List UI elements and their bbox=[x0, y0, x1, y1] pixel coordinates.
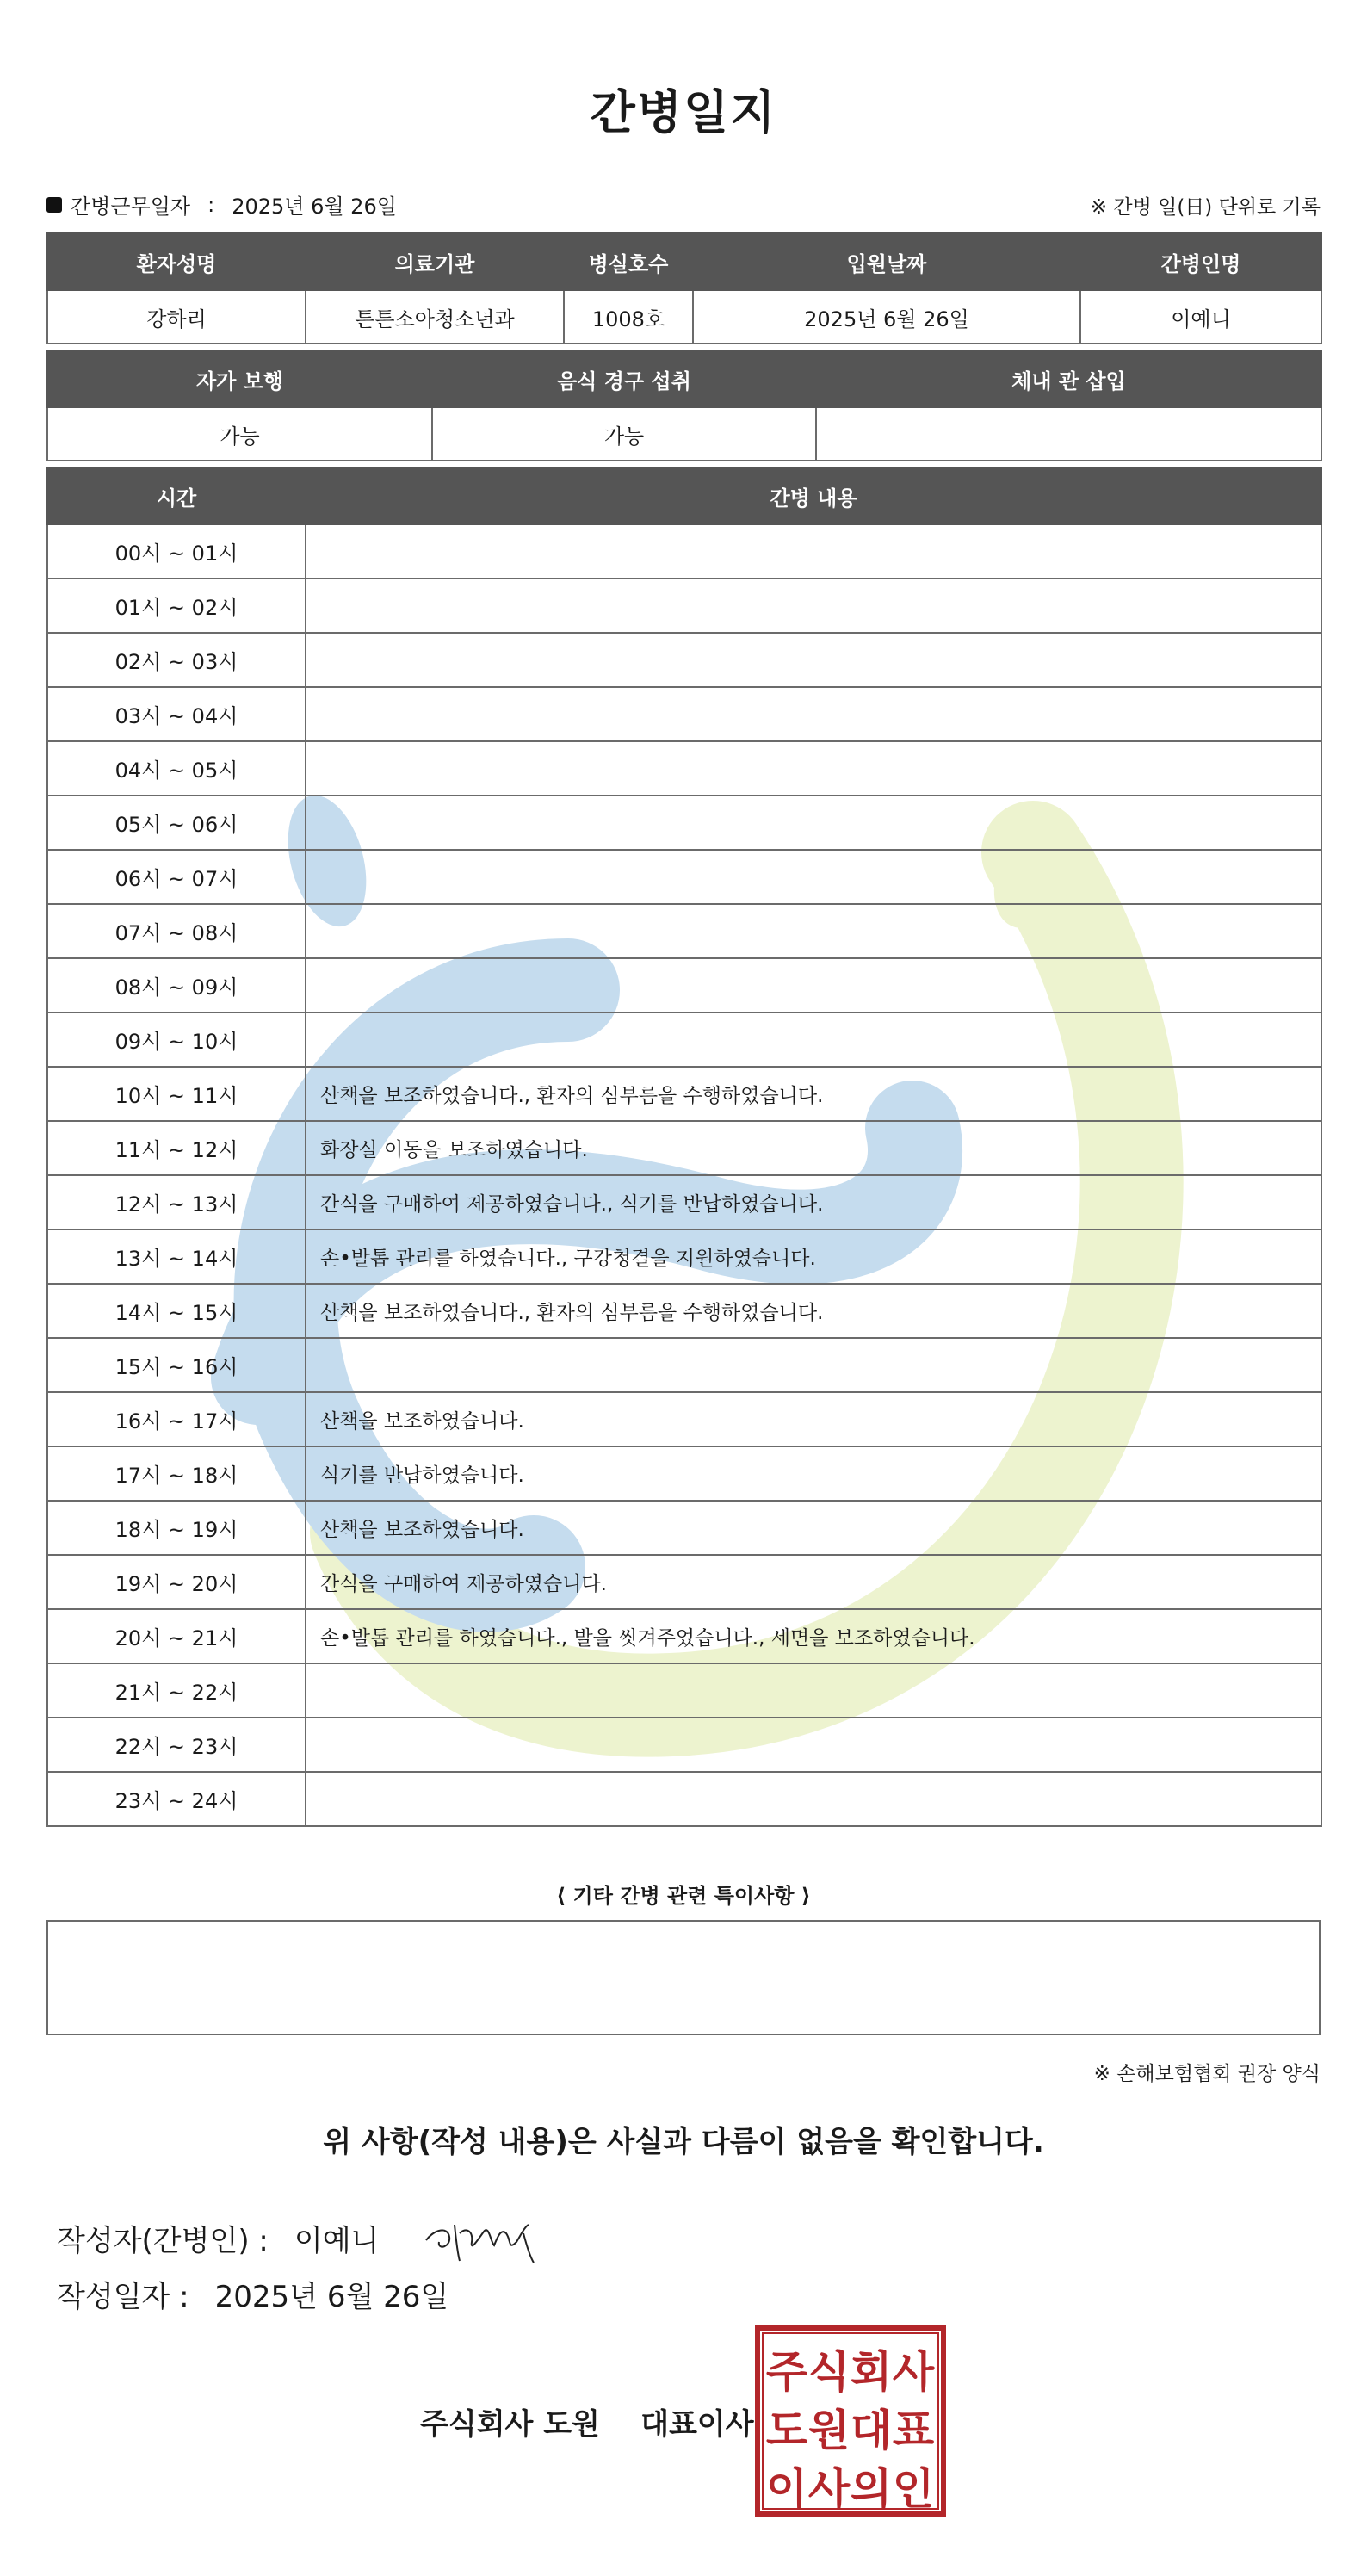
seal-character: 도 bbox=[765, 2406, 808, 2455]
writer-label: 작성자(간병인) : bbox=[57, 2223, 269, 2258]
time-slot: 06시 ~ 07시 bbox=[47, 850, 306, 904]
tube-insertion-value bbox=[816, 407, 1321, 461]
ability-value-row bbox=[47, 407, 1321, 461]
ability-header-row bbox=[47, 350, 1321, 407]
care-content: 손•발톱 관리를 하였습니다., 구강청결을 지원하였습니다. bbox=[306, 1229, 1321, 1284]
company-seal-stamp bbox=[754, 2325, 947, 2517]
written-date-value: 2025년 6월 26일 bbox=[214, 2280, 449, 2314]
schedule-row bbox=[47, 796, 1321, 850]
time-slot: 17시 ~ 18시 bbox=[47, 1446, 306, 1501]
time-slot: 00시 ~ 01시 bbox=[47, 524, 306, 579]
schedule-row bbox=[47, 1121, 1321, 1175]
oral-intake-value: 가능 bbox=[432, 407, 816, 461]
schedule-row bbox=[47, 904, 1321, 958]
header-admission-date: 입원날짜 bbox=[693, 233, 1080, 290]
time-slot: 19시 ~ 20시 bbox=[47, 1555, 306, 1609]
care-content bbox=[306, 904, 1321, 958]
time-slot: 12시 ~ 13시 bbox=[47, 1175, 306, 1229]
patient-ability-table bbox=[46, 350, 1322, 461]
schedule-row bbox=[47, 633, 1321, 687]
patient-header-row bbox=[47, 233, 1321, 290]
header-self-walking: 자가 보행 bbox=[47, 350, 432, 407]
time-slot: 07시 ~ 08시 bbox=[47, 904, 306, 958]
time-slot: 20시 ~ 21시 bbox=[47, 1609, 306, 1663]
work-date-label: 간병근무일자 bbox=[71, 195, 191, 219]
schedule-row bbox=[47, 1663, 1321, 1718]
schedule-row bbox=[47, 579, 1321, 633]
care-content bbox=[306, 579, 1321, 633]
unit-note: ※ 간병 일(日) 단위로 기록 bbox=[1090, 196, 1321, 219]
schedule-row bbox=[47, 1555, 1321, 1609]
time-slot: 23시 ~ 24시 bbox=[47, 1772, 306, 1826]
care-content: 산책을 보조하였습니다., 환자의 심부름을 수행하였습니다. bbox=[306, 1284, 1321, 1338]
company-representative: 주식회사 도원 대표이사 bbox=[420, 2407, 754, 2442]
care-content bbox=[306, 1012, 1321, 1067]
care-content: 산책을 보조하였습니다. bbox=[306, 1501, 1321, 1555]
care-schedule-table bbox=[46, 467, 1322, 1827]
header-oral-intake: 음식 경구 섭취 bbox=[432, 350, 816, 407]
schedule-row bbox=[47, 741, 1321, 796]
time-slot: 21시 ~ 22시 bbox=[47, 1663, 306, 1718]
time-slot: 16시 ~ 17시 bbox=[47, 1392, 306, 1446]
room-number: 1008호 bbox=[564, 290, 693, 344]
seal-character: 식 bbox=[807, 2347, 851, 2397]
time-slot: 02시 ~ 03시 bbox=[47, 633, 306, 687]
caregiver-name: 이예니 bbox=[1080, 290, 1321, 344]
time-slot: 01시 ~ 02시 bbox=[47, 579, 306, 633]
care-content bbox=[306, 633, 1321, 687]
care-content bbox=[306, 1338, 1321, 1392]
schedule-row bbox=[47, 1446, 1321, 1501]
care-content bbox=[306, 524, 1321, 579]
time-slot: 18시 ~ 19시 bbox=[47, 1501, 306, 1555]
schedule-row bbox=[47, 687, 1321, 741]
seal-character: 주 bbox=[765, 2347, 808, 2397]
schedule-row bbox=[47, 1175, 1321, 1229]
schedule-row bbox=[47, 1501, 1321, 1555]
patient-value-row bbox=[47, 290, 1321, 344]
care-content: 간식을 구매하여 제공하였습니다., 식기를 반납하였습니다. bbox=[306, 1175, 1321, 1229]
work-date-value: 2025년 6월 26일 bbox=[232, 195, 397, 219]
notes-box bbox=[46, 1920, 1321, 2035]
schedule-row bbox=[47, 1012, 1321, 1067]
writer-row bbox=[57, 2208, 560, 2268]
care-content bbox=[306, 1663, 1321, 1718]
written-date-row bbox=[57, 2273, 448, 2315]
self-walking-value: 가능 bbox=[47, 407, 432, 461]
time-slot: 05시 ~ 06시 bbox=[47, 796, 306, 850]
schedule-row bbox=[47, 1338, 1321, 1392]
work-date-separator: : bbox=[207, 192, 215, 217]
schedule-row bbox=[47, 958, 1321, 1012]
header-care-content: 간병 내용 bbox=[306, 468, 1321, 524]
header-caregiver-name: 간병인명 bbox=[1080, 233, 1321, 290]
schedule-row bbox=[47, 850, 1321, 904]
care-content: 간식을 구매하여 제공하였습니다. bbox=[306, 1555, 1321, 1609]
schedule-row bbox=[47, 1229, 1321, 1284]
time-slot: 11시 ~ 12시 bbox=[47, 1121, 306, 1175]
care-content bbox=[306, 796, 1321, 850]
patient-info-table bbox=[46, 232, 1322, 344]
care-content: 산책을 보조하였습니다. bbox=[306, 1392, 1321, 1446]
seal-character: 이 bbox=[765, 2464, 808, 2514]
header-room: 병실호수 bbox=[564, 233, 693, 290]
seal-character: 사 bbox=[807, 2464, 851, 2514]
header-time: 시간 bbox=[47, 468, 306, 524]
seal-character: 대 bbox=[850, 2406, 893, 2455]
schedule-body bbox=[47, 524, 1321, 1826]
confirmation-statement: 위 사항(작성 내용)은 사실과 다름이 없음을 확인합니다. bbox=[323, 2125, 1044, 2159]
schedule-row bbox=[47, 1772, 1321, 1826]
hospital-name: 튼튼소아청소년과 bbox=[306, 290, 564, 344]
time-slot: 13시 ~ 14시 bbox=[47, 1229, 306, 1284]
care-content: 식기를 반납하였습니다. bbox=[306, 1446, 1321, 1501]
seal-character: 사 bbox=[892, 2347, 935, 2397]
time-slot: 04시 ~ 05시 bbox=[47, 741, 306, 796]
patient-name: 강하리 bbox=[47, 290, 306, 344]
care-content bbox=[306, 958, 1321, 1012]
schedule-row bbox=[47, 1609, 1321, 1663]
schedule-row bbox=[47, 1067, 1321, 1121]
square-bullet-icon bbox=[46, 197, 62, 213]
care-content bbox=[306, 850, 1321, 904]
care-content: 산책을 보조하였습니다., 환자의 심부름을 수행하였습니다. bbox=[306, 1067, 1321, 1121]
care-content: 손•발톱 관리를 하였습니다., 발을 씻겨주었습니다., 세면을 보조하였습니다. bbox=[306, 1609, 1321, 1663]
care-content bbox=[306, 1772, 1321, 1826]
schedule-row bbox=[47, 1284, 1321, 1338]
header-hospital: 의료기관 bbox=[306, 233, 564, 290]
care-content: 화장실 이동을 보조하였습니다. bbox=[306, 1121, 1321, 1175]
schedule-header-row bbox=[47, 468, 1321, 524]
time-slot: 08시 ~ 09시 bbox=[47, 958, 306, 1012]
time-slot: 03시 ~ 04시 bbox=[47, 687, 306, 741]
header-tube-insertion: 체내 관 삽입 bbox=[816, 350, 1321, 407]
admission-date: 2025년 6월 26일 bbox=[693, 290, 1080, 344]
time-slot: 10시 ~ 11시 bbox=[47, 1067, 306, 1121]
seal-character: 의 bbox=[850, 2464, 893, 2514]
notes-title: ⟨ 기타 간병 관련 특이사항 ⟩ bbox=[556, 1884, 811, 1908]
time-slot: 14시 ~ 15시 bbox=[47, 1284, 306, 1338]
care-content bbox=[306, 687, 1321, 741]
seal-character: 표 bbox=[892, 2406, 935, 2455]
schedule-row bbox=[47, 1718, 1321, 1772]
seal-character: 원 bbox=[807, 2406, 851, 2455]
page-title: 간병일지 bbox=[590, 85, 777, 139]
writer-name: 이예니 bbox=[294, 2223, 380, 2258]
care-content bbox=[306, 1718, 1321, 1772]
time-slot: 09시 ~ 10시 bbox=[47, 1012, 306, 1067]
header-patient-name: 환자성명 bbox=[47, 233, 306, 290]
care-content bbox=[306, 741, 1321, 796]
time-slot: 15시 ~ 16시 bbox=[47, 1338, 306, 1392]
schedule-row bbox=[47, 1392, 1321, 1446]
time-slot: 22시 ~ 23시 bbox=[47, 1718, 306, 1772]
seal-character: 회 bbox=[850, 2347, 893, 2397]
work-date-row bbox=[46, 189, 397, 220]
handwritten-signature bbox=[422, 2208, 560, 2268]
recommend-note: ※ 손해보험협회 권장 양식 bbox=[1093, 2063, 1321, 2085]
seal-character: 인 bbox=[892, 2464, 935, 2514]
schedule-row bbox=[47, 524, 1321, 579]
written-date-label: 작성일자 : bbox=[57, 2280, 189, 2314]
